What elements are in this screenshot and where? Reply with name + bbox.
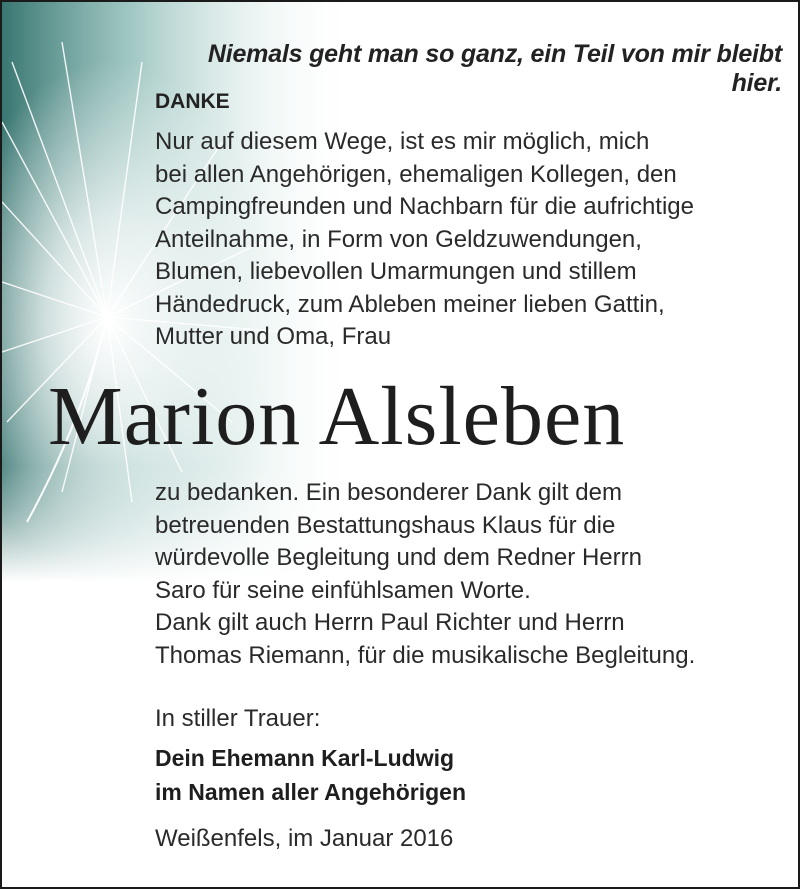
text-line: Saro für seine einfühlsamen Worte. <box>155 576 531 604</box>
text-line: Campingfreunden und Nachbarn für die aufrichtige <box>155 193 695 220</box>
text-line: Dank gilt auch Herrn Paul Richter und Herrn <box>155 609 625 636</box>
signature-line: im Namen aller Angehörigen <box>155 779 466 805</box>
text-line: Anteilnahme, in Form von Geldzuwendungen, <box>155 225 642 253</box>
motto-quote: Niemals geht man so ganz, ein Teil von mir bleibt hier. <box>207 40 782 97</box>
text-line: Händedruck, zum Ableben meiner lieben Gattin, <box>155 290 665 318</box>
signature-line: Dein Ehemann Karl-Ludwig <box>155 745 455 771</box>
text-line: Mutter und Oma, Frau <box>155 323 392 350</box>
thanks-paragraph <box>155 477 695 672</box>
deceased-name: Marion Alsleben <box>48 370 626 463</box>
text-line: Nur auf diesem Wege, ist es mir möglich, mich <box>155 128 650 155</box>
text-line: bei allen Angehörigen, ehemaligen Kollegen, den <box>155 160 677 188</box>
text-line: betreuenden Bestattungshaus Klaus für die <box>155 511 616 539</box>
text-line: Thomas Riemann, für die musikalische Begleitung. <box>155 641 696 669</box>
signature-block <box>155 741 466 809</box>
text-line: Blumen, liebevollen Umarmungen und stillem <box>155 258 637 285</box>
place-date: Weißenfels, im Januar 2016 <box>155 825 454 852</box>
thanks-heading: DANKE <box>155 90 230 113</box>
text-line: zu bedanken. Ein besonderer Dank gilt dem <box>155 479 622 506</box>
mourning-intro: In stiller Trauer: <box>155 705 321 732</box>
intro-paragraph <box>155 126 694 354</box>
text-line: würdevolle Begleitung und dem Redner Herrn <box>155 544 642 571</box>
